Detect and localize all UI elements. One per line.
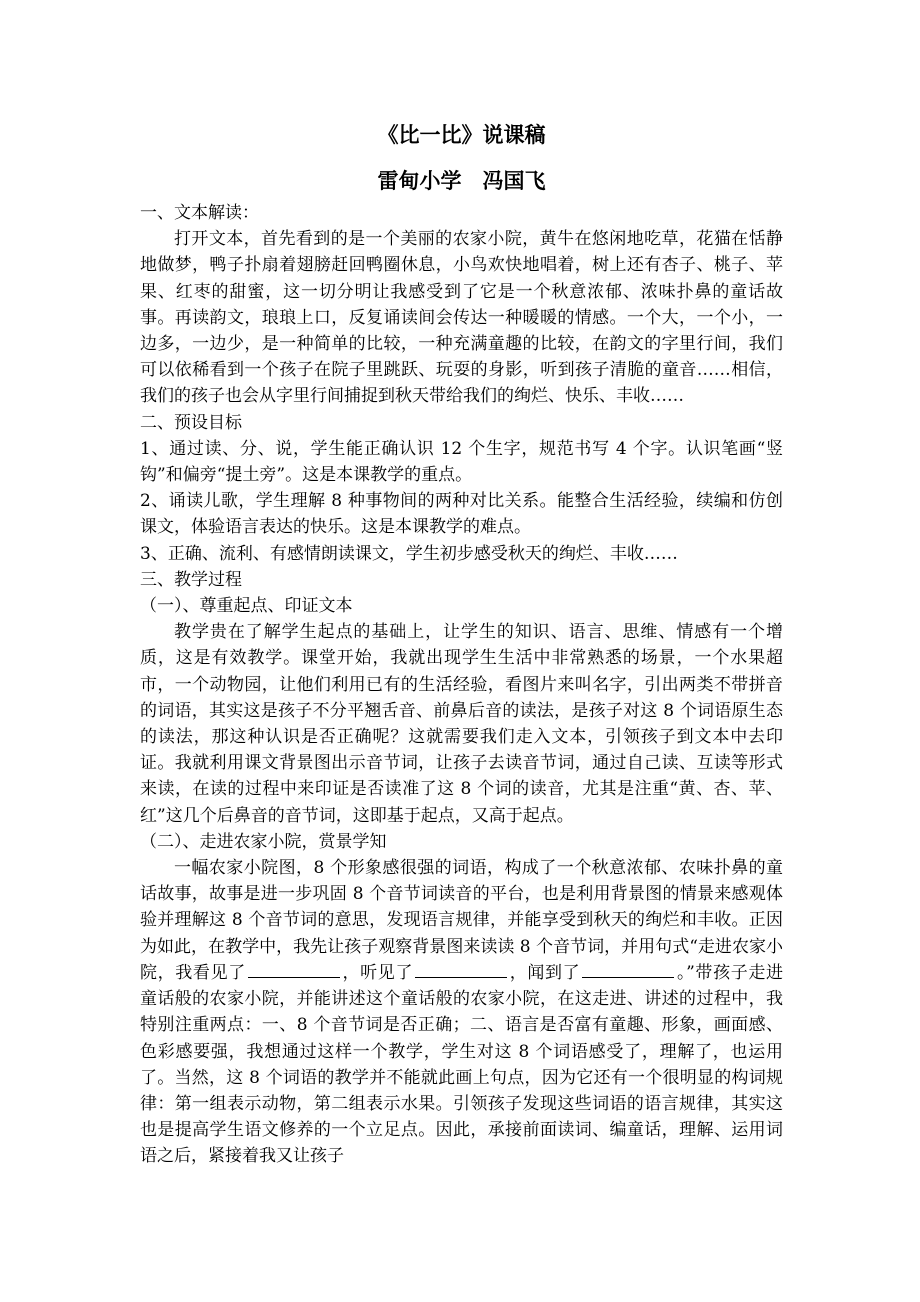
paragraph-process-1: 教学贵在了解学生起点的基础上，让学生的知识、语言、思维、情感有一个增质，这是有效教学。课堂开始，我就出现学生生活中非常熟悉的场景，一个水果超市，一个动物园，让他们利用已有的生活经验，看图片来叫名字，引出两类不带拼音的词语，其实这是孩子不分平翘舌音、前鼻后音的读法，是孩子对这 8 个词语原生态的读法，那这种认识是否正确呢？这就需要我们走入文本，引领孩子到文本中去印证。我就利用课文背景图出示音节词，让孩子去读音节词，通过自己读、互读等形式来读，在读的过程中来印证是否读准了这 8 个词的读音，尤其是注重“黄、杏、苹、红”这几个后鼻音的音节词，这即基于起点，又高于起点。 — [140, 622, 783, 826]
fill-blank-2 — [415, 976, 507, 978]
document-title: 《比一比》说课稿 — [377, 122, 546, 147]
paragraph-part-c: ，闻到了 — [509, 962, 581, 983]
section-heading-text-reading: 一、文本解读： — [140, 203, 259, 223]
fill-blank-1 — [248, 976, 340, 978]
paragraph-part-b: ，听见了 — [341, 962, 414, 983]
section-heading-goals: 二、预设目标 — [140, 412, 242, 433]
paragraph-part-d: 。”带孩子走进童话般的农家小院，并能讲述这个童话般的农家小院，在这走进、讲述的过程中，我特别注重两点：一、8 个音节词是否正确；二、语言是否富有童趣、形象，画面感、色彩感要强，我想通过这样一个教学，学生对这 8 个词语感受了，理解了，也运用了。当然，这 8 个词语的教学并不能就此画上句点，因为它还有一个很明显的构词规律：第一组表示动物，第二组表示水果。引领孩子发现这些词语的语言规律，其实这也是提高学生语文修养的一个立足点。因此，承接前面读词、编童话，理解、运用词语之后，紧接着我又让孩子 — [140, 962, 784, 1167]
paragraph-part-a: 一幅农家小院图，8 个形象感很强的词语，构成了一个秋意浓郁、农味扑鼻的童话故事，故事是进一步巩固 8 个音节词读音的平台，也是利用背景图的情景来感观体验并理解这 8 个音节词的意思，发现语言规律，并能享受到秋天的绚烂和丰收。正因为如此，在教学中，我先让孩子观察背景图来读读 8 个音节词，并用句式“走进农家小院，我看见了 — [140, 858, 783, 983]
subsection-heading-1: （一）、尊重起点、印证文本 — [140, 596, 353, 617]
paragraph-text-reading: 打开文本，首先看到的是一个美丽的农家小院，黄牛在悠闲地吃草，花猫在恬静地做梦，鸭子扑扇着翅膀赶回鸭圈休息，小鸟欢快地唱着，树上还有杏子、桃子、苹果、红枣的甜蜜，这一切分明让我感受到了它是一个秋意浓郁、浓味扑鼻的童话故事。再读韵文，琅琅上口，反复诵读间会传达一种暖暖的情感。一个大，一个小，一边多，一边少，是一种简单的比较，一种充满童趣的比较，在韵文的字里行间，我们可以依稀看到一个孩子在院子里跳跃、玩耍的身影，听到孩子清脆的童音……相信，我们的孩子也会从字里行间捕捉到秋天带给我们的绚烂、快乐、丰收…… — [140, 229, 783, 407]
paragraph-process-2 — [140, 855, 783, 1169]
author-line: 雷甸小学 冯国飞 — [377, 168, 546, 193]
section-heading-process: 三、教学过程 — [140, 569, 242, 590]
subsection-heading-2: （二）、走进农家小院，赏景学知 — [140, 831, 387, 852]
goal-item-1: 1、通过读、分、说，学生能正确认识 12 个生字，规范书写 4 个字。认识笔画“竖钩”和偏旁“提土旁”。这是本课教学的重点。 — [140, 438, 783, 486]
goal-item-3: 3、正确、流利、有感情朗读课文，学生初步感受秋天的绚烂、丰收…… — [140, 543, 678, 564]
document-page — [140, 118, 783, 1170]
goal-item-2: 2、诵读儿歌，学生理解 8 种事物间的两种对比关系。能整合生活经验，续编和仿创课文，体验语言表达的快乐。这是本课教学的难点。 — [140, 491, 783, 538]
fill-blank-3 — [582, 976, 674, 978]
